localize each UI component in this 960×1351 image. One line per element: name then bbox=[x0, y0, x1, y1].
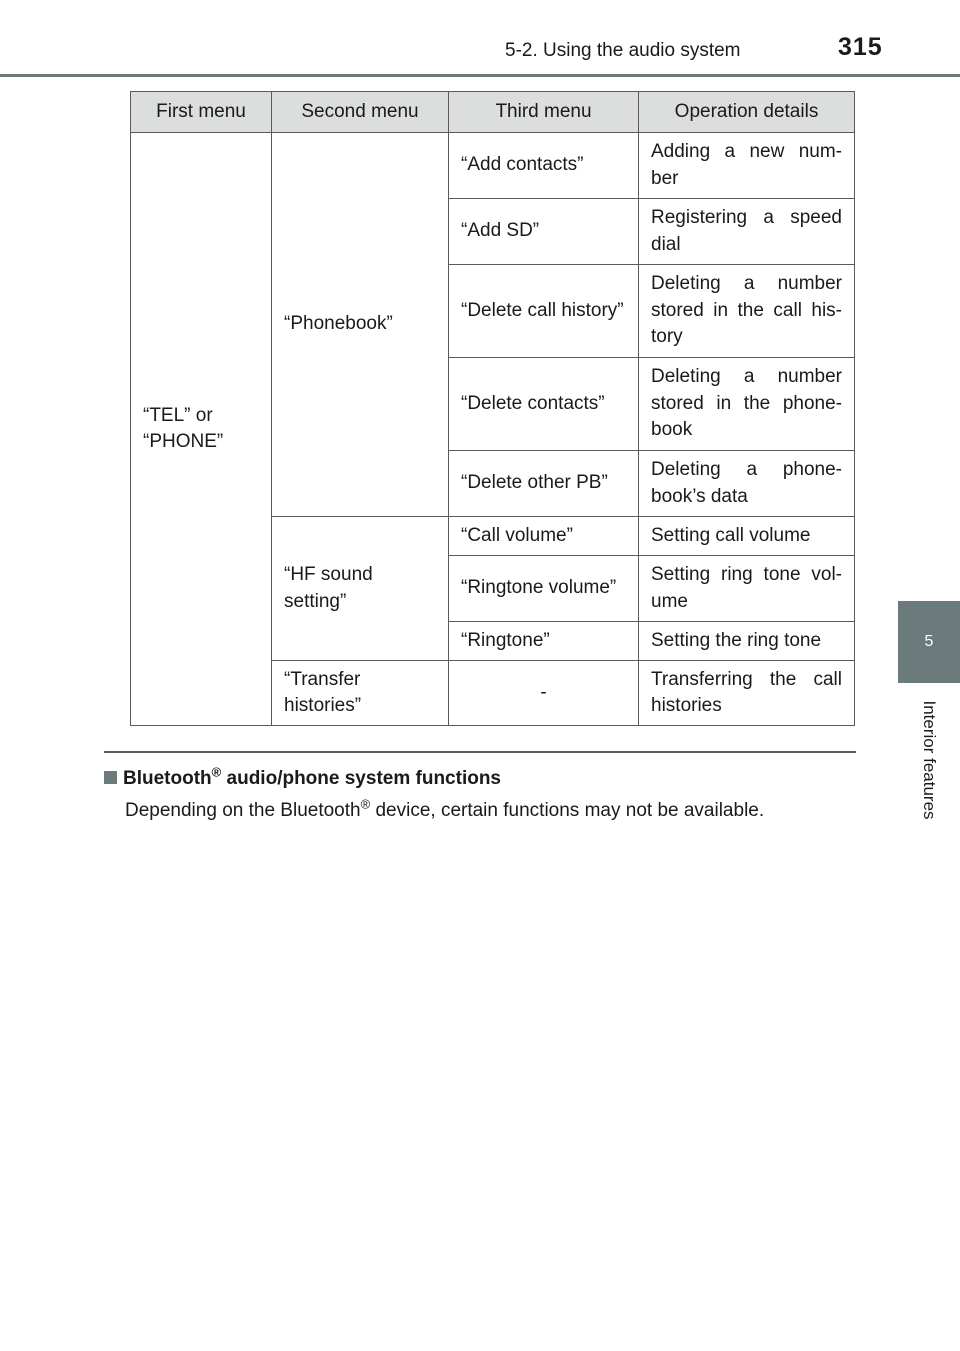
operation-details-cell: Setting the ring tone bbox=[639, 622, 855, 661]
bluetooth-note: Depending on the Bluetooth® device, certain functions may not be available. bbox=[125, 796, 765, 821]
third-menu-cell: “Add contacts” bbox=[449, 133, 639, 199]
section-divider bbox=[104, 751, 856, 753]
third-menu-cell: “Delete other PB” bbox=[449, 451, 639, 517]
operation-details-cell: Deleting a number stored in the phone-book bbox=[639, 358, 855, 451]
operation-details-cell: Transferring the call histories bbox=[639, 661, 855, 726]
header-rule bbox=[0, 74, 960, 77]
first-menu-cell: “TEL” or “PHONE” bbox=[131, 133, 272, 726]
menu-table bbox=[130, 91, 855, 726]
registered-mark: ® bbox=[211, 764, 222, 780]
third-menu-cell: “Add SD” bbox=[449, 199, 639, 265]
header-operation-details: Operation details bbox=[639, 92, 855, 133]
bluetooth-heading: Bluetooth® audio/phone system functions bbox=[104, 768, 501, 790]
third-menu-cell: “Call volume” bbox=[449, 517, 639, 556]
page-number: 315 bbox=[838, 33, 883, 61]
chapter-tab bbox=[898, 601, 960, 683]
operation-details-cell: Setting ring tone vol-ume bbox=[639, 556, 855, 622]
registered-mark: ® bbox=[360, 796, 371, 812]
operation-details-cell: Registering a speed dial bbox=[639, 199, 855, 265]
second-menu-phonebook: “Phonebook” bbox=[272, 133, 449, 517]
section-title: 5-2. Using the audio system bbox=[505, 40, 741, 61]
chapter-title: Interior features bbox=[920, 700, 939, 820]
third-menu-cell: “Delete contacts” bbox=[449, 358, 639, 451]
third-menu-cell: - bbox=[449, 661, 639, 726]
operation-details-cell: Adding a new num-ber bbox=[639, 133, 855, 199]
operation-details-cell: Setting call volume bbox=[639, 517, 855, 556]
header-third-menu: Third menu bbox=[449, 92, 639, 133]
operation-details-cell: Deleting a phone-book’s data bbox=[639, 451, 855, 517]
third-menu-cell: “Delete call history” bbox=[449, 265, 639, 358]
third-menu-cell: “Ringtone” bbox=[449, 622, 639, 661]
table-header-row bbox=[131, 92, 855, 133]
header-second-menu: Second menu bbox=[272, 92, 449, 133]
operation-details-cell: Deleting a number stored in the call his-tory bbox=[639, 265, 855, 358]
second-menu-hf-sound: “HF sound setting” bbox=[272, 517, 449, 661]
second-menu-transfer: “Transfer histories” bbox=[272, 661, 449, 726]
third-menu-cell: “Ringtone volume” bbox=[449, 556, 639, 622]
header-first-menu: First menu bbox=[131, 92, 272, 133]
chapter-number: 5 bbox=[924, 633, 934, 650]
square-bullet-icon bbox=[104, 771, 117, 784]
table-row bbox=[131, 133, 855, 199]
